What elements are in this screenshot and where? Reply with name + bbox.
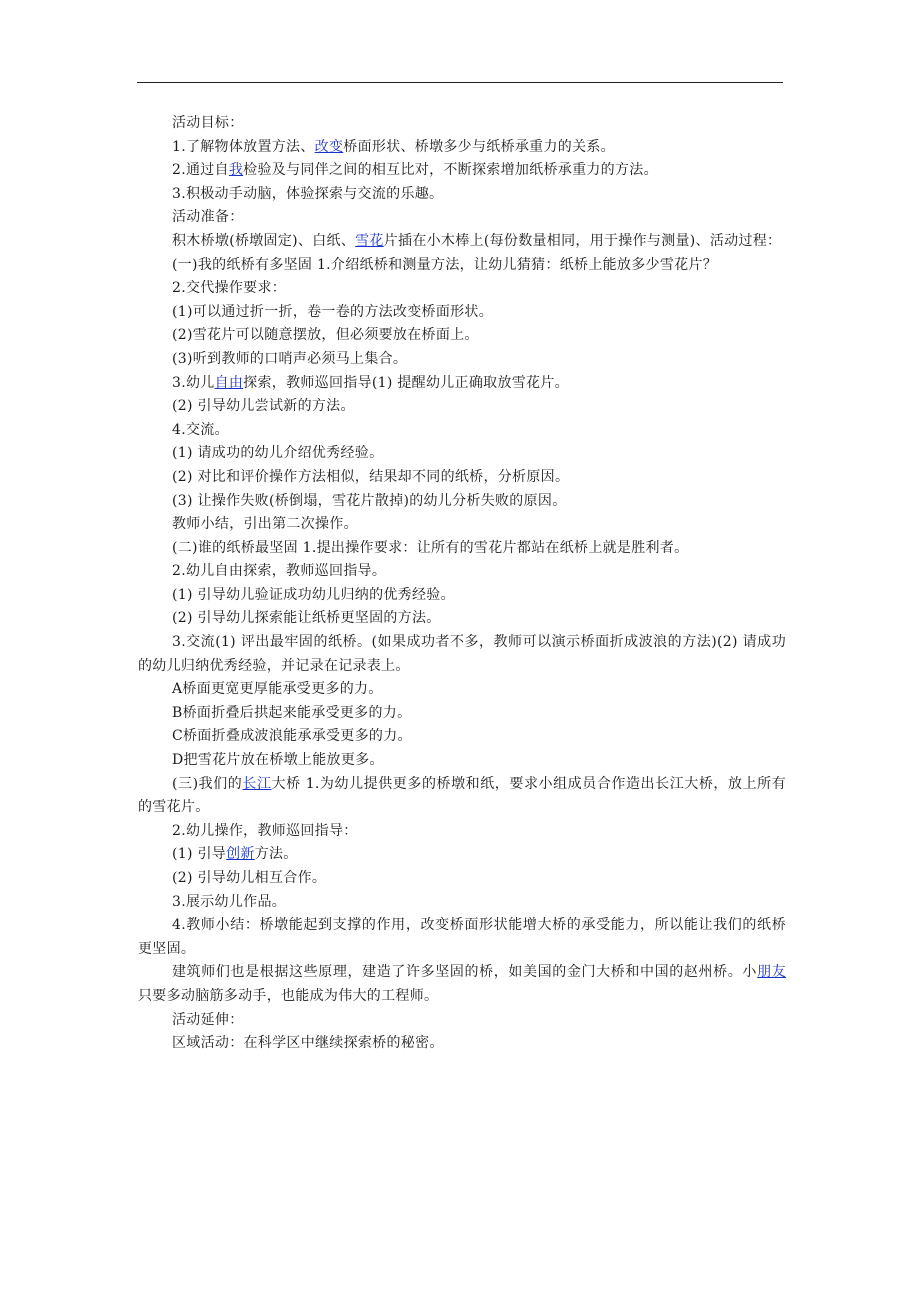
text-run: 4.交流。	[172, 421, 229, 438]
paragraph	[138, 301, 786, 325]
text-run: 只要多动脑筋多动手，也能成为伟大的工程师。	[138, 987, 439, 1004]
paragraph	[138, 230, 786, 254]
text-run: (3) 让操作失败(桥倒塌，雪花片散掉)的幼儿分析失败的原因。	[172, 492, 567, 509]
paragraph	[138, 773, 786, 820]
paragraph	[138, 136, 786, 160]
text-run: 建筑师们也是根据这些原理，建造了许多坚固的桥，如美国的金门大桥和中国的赵州桥。小	[172, 964, 758, 981]
text-run: 检验及与同伴之间的相互比对，不断探索增加纸桥承重力的方法。	[243, 162, 658, 179]
text-run: 区域活动：在科学区中继续探索桥的秘密。	[172, 1035, 444, 1052]
paragraph	[138, 584, 786, 608]
paragraph	[138, 537, 786, 561]
paragraph	[138, 254, 786, 278]
paragraph	[138, 560, 786, 584]
text-run: C桥面折叠成波浪能承承受更多的力。	[172, 728, 412, 745]
text-run: (2) 对比和评价操作方法相似，结果却不同的纸桥，分析原因。	[172, 468, 570, 485]
text-run: (一)我的纸桥有多坚固 1.介绍纸桥和测量方法，让幼儿猜猜：纸桥上能放多少雪花片？	[172, 256, 718, 273]
header-rule	[137, 82, 783, 83]
text-run: B桥面折叠后拱起来能承受更多的力。	[172, 704, 412, 721]
text-run: D把雪花片放在桥墩上能放更多。	[172, 752, 384, 769]
text-run: 积木桥墩(桥墩固定)、白纸、	[172, 232, 356, 249]
text-run: 2.幼儿自由探索，教师巡回指导。	[172, 563, 387, 580]
hyperlink[interactable]: 创新	[226, 846, 255, 863]
text-run: (1) 引导幼儿验证成功幼儿归纳的优秀经验。	[172, 586, 455, 603]
paragraph	[138, 183, 786, 207]
text-run: 方法。	[254, 846, 298, 863]
text-run: (三)我们的	[172, 775, 243, 792]
paragraph	[138, 1032, 786, 1056]
paragraph	[138, 867, 786, 891]
text-run: (1)可以通过折一折，卷一卷的方法改变桥面形状。	[172, 303, 494, 320]
text-run: 片插在小木棒上(每份数量相同，用于操作与测量)、活动过程：	[383, 232, 782, 249]
hyperlink[interactable]: 自由	[214, 374, 244, 391]
text-run: (1) 请成功的幼儿介绍优秀经验。	[172, 445, 384, 462]
text-run: (3)听到教师的口哨声必须马上集合。	[172, 350, 408, 367]
text-run: 3.交流(1) 评出最牢固的纸桥。(如果成功者不多，教师可以演示桥面折成波浪的方法)(2) 请成功的幼儿归纳优秀经验，并记录在记录表上。	[138, 634, 786, 674]
paragraph	[138, 678, 786, 702]
paragraph	[138, 513, 786, 537]
hyperlink[interactable]: 长江	[242, 775, 272, 792]
text-run: (2) 引导幼儿尝试新的方法。	[172, 398, 355, 415]
text-run: 教师小结，引出第二次操作。	[172, 516, 358, 533]
paragraph	[138, 631, 786, 678]
paragraph	[138, 206, 786, 230]
text-run: 活动准备：	[172, 209, 244, 226]
text-run: 3.展示幼儿作品。	[172, 893, 287, 910]
paragraph	[138, 725, 786, 749]
text-run: 探索，教师巡回指导(1) 提醒幼儿正确取放雪花片。	[243, 374, 569, 391]
text-run: 4.教师小结：桥墩能起到支撑的作用，改变桥面形状能增大桥的承受能力，所以能让我们的纸桥更坚固。	[138, 917, 786, 957]
paragraph	[138, 843, 786, 867]
text-run: 2.幼儿操作，教师巡回指导：	[172, 822, 358, 839]
paragraph	[138, 277, 786, 301]
paragraph	[138, 820, 786, 844]
paragraph	[138, 395, 786, 419]
paragraph	[138, 112, 786, 136]
paragraph	[138, 490, 786, 514]
paragraph	[138, 466, 786, 490]
text-run: 1.了解物体放置方法、	[172, 138, 315, 155]
text-run: 2.通过自	[172, 162, 229, 179]
paragraph	[138, 961, 786, 1008]
text-run: 2.交代操作要求：	[172, 280, 287, 297]
hyperlink[interactable]: 朋友	[757, 964, 786, 981]
paragraph	[138, 1009, 786, 1033]
text-run: (2)雪花片可以随意摆放，但必须要放在桥面上。	[172, 327, 479, 344]
hyperlink[interactable]: 改变	[314, 138, 344, 155]
paragraph	[138, 702, 786, 726]
text-run: 3.积极动手动脑，体验探索与交流的乐趣。	[172, 185, 444, 202]
paragraph	[138, 324, 786, 348]
hyperlink[interactable]: 我	[228, 162, 244, 179]
paragraph	[138, 442, 786, 466]
paragraph	[138, 607, 786, 631]
paragraph	[138, 891, 786, 915]
paragraph	[138, 914, 786, 961]
paragraph	[138, 749, 786, 773]
text-run: (二)谁的纸桥最坚固 1.提出操作要求：让所有的雪花片都站在纸桥上就是胜利者。	[172, 539, 689, 556]
text-run: (2) 引导幼儿相互合作。	[172, 870, 327, 886]
text-run: (1) 引导	[172, 846, 227, 863]
document-body	[138, 112, 786, 1056]
text-run: 大桥 1.为幼儿提供更多的桥墩和纸，要求小组成员合作造出长江大桥，放上所有的雪花片。	[138, 775, 787, 816]
paragraph	[138, 348, 786, 372]
paragraph	[138, 372, 786, 396]
text-run: 活动目标：	[172, 115, 244, 131]
hyperlink[interactable]: 雪花	[355, 232, 384, 249]
paragraph	[138, 159, 786, 183]
text-run: A桥面更宽更厚能承受更多的力。	[172, 681, 383, 698]
paragraph	[138, 419, 786, 443]
text-run: 3.幼儿	[172, 374, 215, 391]
text-run: 桥面形状、桥墩多少与纸桥承重力的关系。	[343, 138, 615, 155]
text-run: (2) 引导幼儿探索能让纸桥更坚固的方法。	[172, 610, 441, 627]
text-run: 活动延伸：	[172, 1011, 244, 1028]
